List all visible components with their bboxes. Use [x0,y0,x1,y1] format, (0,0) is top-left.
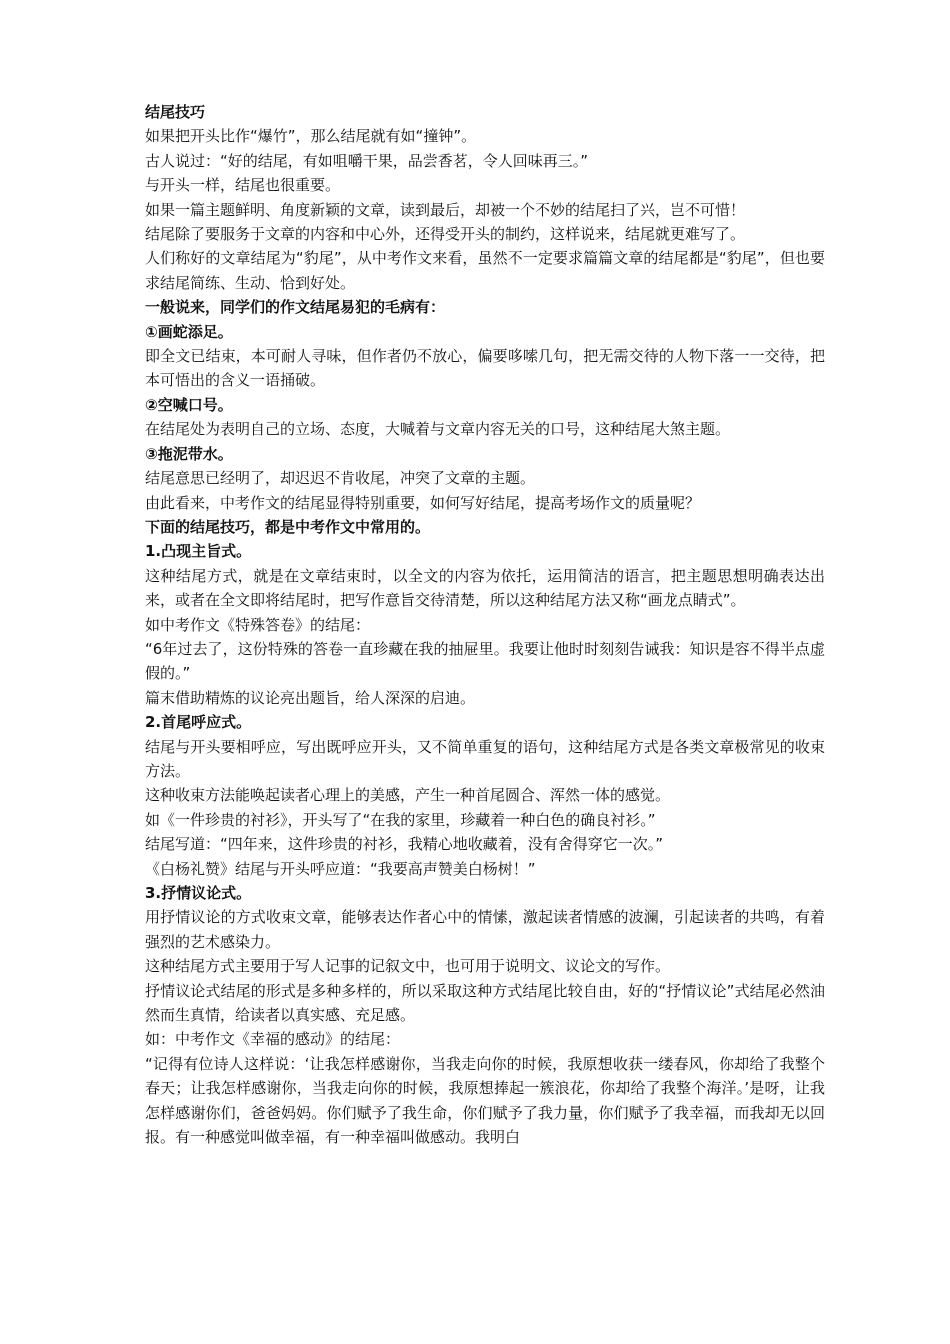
body-paragraph: 如果把开头比作“爆竹”，那么结尾就有如“撞钟”。 [145,127,477,146]
section-heading: 结尾技巧 [145,103,206,121]
body-paragraph: 这种结尾方式主要用于写人记事的记叙文中，也可用于说明文、议论文的写作。 [145,957,671,976]
body-paragraph: 结尾除了要服务于文章的内容和中心外，还得受开头的制约，这样说来，结尾就更难写了。 [145,225,746,244]
body-paragraph: 结尾与开头要相呼应，写出既呼应开头，又不简单重复的语句，这种结尾方式是各类文章极常见的收束方法。 [145,737,825,780]
body-paragraph: 结尾意思已经明了，却迟迟不肯收尾，冲突了文章的主题。 [145,469,536,488]
section-heading: 一般说来，同学们的作文结尾易犯的毛病有： [145,298,446,317]
body-paragraph: “6年过去了，这份特殊的答卷一直珍藏在我的抽屉里。我要让他时时刻刻告诫我：知识是容不得半点虚假的。” [145,639,825,683]
body-paragraph: 抒情议论式结尾的形式是多种多样的，所以采取这种方式结尾比较自由，好的“抒情议论”式结尾必然油然而生真情，给读者以真实感、充足感。 [145,981,825,1025]
section-heading: ③拖泥带水。 [145,444,233,463]
document-body [145,100,825,1149]
section-heading: 1.凸现主旨式。 [145,542,252,561]
body-paragraph: 与开头一样，结尾也很重要。 [145,176,341,195]
body-paragraph: 在结尾处为表明自己的立场、态度，大喊着与文章内容无关的口号，这种结尾大煞主题。 [145,420,731,439]
body-paragraph: 古人说过：“好的结尾，有如咀嚼干果，品尝香茗，令人回味再三。” [145,151,589,170]
body-paragraph: 如果一篇主题鲜明、角度新颖的文章，读到最后，却被一个不妙的结尾扫了兴，岂不可惜！ [145,200,746,219]
body-paragraph: “记得有位诗人这样说：‘让我怎样感谢你，当我走向你的时候，我原想收获一缕春风，你却给了我整个春天；让我怎样感谢你，当我走向你的时候，我原想捧起一簇浪花，你却给了我整个海洋。’是呀，让我怎样感谢你们，爸爸妈妈。你们赋予了我生命，你们赋予了我力量，你们赋予了我幸福，而我却无以回报。有一种感觉叫做幸福，有一种幸福叫做感动。我明白 [145,1054,825,1147]
section-heading: 3.抒情议论式。 [145,884,252,902]
body-paragraph: 这种结尾方式，就是在文章结束时，以全文的内容为依托，运用简洁的语言，把主题思想明确表达出来，或者在全文即将结尾时，把写作意旨交待清楚，所以这种结尾方法又称“画龙点睛式”。 [145,566,825,610]
body-paragraph: 这种收束方法能唤起读者心理上的美感，产生一种首尾圆合、浑然一体的感觉。 [145,786,671,805]
section-heading: ②空喊口号。 [145,395,233,414]
body-paragraph: 由此看来，中考作文的结尾显得特别重要，如何写好结尾，提高考场作文的质量呢？ [145,493,701,512]
body-paragraph: 即全文已结束，本可耐人寻味，但作者仍不放心，偏要哆嗦几句，把无需交待的人物下落一一交待，把本可悟出的含义一语捅破。 [145,347,825,390]
body-paragraph: 如中考作文《特殊答卷》的结尾： [145,615,371,634]
section-heading: ①画蛇添足。 [145,322,233,341]
section-heading: 2.首尾呼应式。 [145,713,252,732]
body-paragraph: 结尾写道：“四年来，这件珍贵的衬衫，我精心地收藏着，没有舍得穿它一次。” [145,835,664,854]
body-paragraph: 用抒情议论的方式收束文章，能够表达作者心中的情愫，激起读者情感的波澜，引起读者的共鸣，有着强烈的艺术感染力。 [145,908,825,951]
body-paragraph: 如《一件珍贵的衬衫》，开头写了“在我的家里，珍藏着一种白色的确良衬衫。” [145,810,656,829]
section-heading: 下面的结尾技巧，都是中考作文中常用的。 [145,517,431,536]
body-paragraph: 《白杨礼赞》结尾与开头呼应道：“我要高声赞美白杨树！” [145,859,536,878]
body-paragraph: 如：中考作文《幸福的感动》的结尾： [145,1030,401,1049]
body-paragraph: 人们称好的文章结尾为“豹尾”，从中考作文来看，虽然不一定要求篇篇文章的结尾都是“豹尾”，但也要求结尾简练、生动、恰到好处。 [145,249,825,292]
body-paragraph: 篇末借助精炼的议论亮出题旨，给人深深的启迪。 [145,688,476,707]
